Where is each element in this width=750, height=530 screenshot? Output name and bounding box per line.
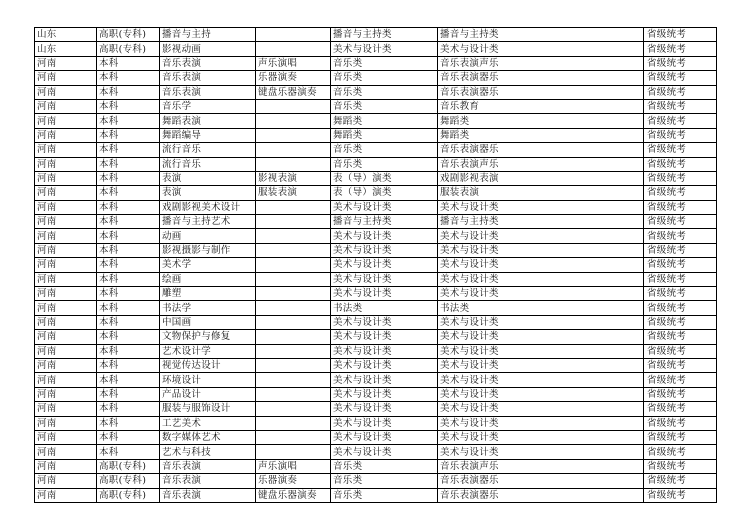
category-cell: 美术与设计类	[331, 402, 438, 416]
major-cell: 流行音乐	[160, 157, 256, 171]
level-cell: 本科	[97, 200, 160, 214]
level-cell: 高职(专科)	[97, 28, 160, 42]
major-cell: 艺术设计学	[160, 344, 256, 358]
category-cell: 音乐类	[331, 474, 438, 488]
exam-subject-cell: 音乐表演声乐	[438, 56, 644, 70]
province-cell: 河南	[35, 200, 97, 214]
category-cell: 美术与设计类	[331, 373, 438, 387]
exam-subject-cell: 美术与设计类	[438, 272, 644, 286]
exam-subject-cell: 音乐表演器乐	[438, 474, 644, 488]
major-cell: 流行音乐	[160, 143, 256, 157]
table-row	[35, 416, 717, 430]
major-cell: 产品设计	[160, 387, 256, 401]
table-row	[35, 243, 717, 257]
table-row	[35, 430, 717, 444]
province-cell: 河南	[35, 215, 97, 229]
direction-cell	[256, 387, 331, 401]
level-cell: 本科	[97, 157, 160, 171]
level-cell: 本科	[97, 99, 160, 113]
direction-cell: 键盘乐器演奏	[256, 85, 331, 99]
category-cell: 美术与设计类	[331, 387, 438, 401]
major-cell: 影视摄影与制作	[160, 243, 256, 257]
direction-cell: 服装表演	[256, 186, 331, 200]
category-cell: 美术与设计类	[331, 315, 438, 329]
province-cell: 河南	[35, 85, 97, 99]
exam-type-cell: 省级统考	[644, 143, 717, 157]
category-cell: 美术与设计类	[331, 229, 438, 243]
category-cell: 美术与设计类	[331, 358, 438, 372]
table-row	[35, 71, 717, 85]
exam-type-cell: 省级统考	[644, 430, 717, 444]
exam-type-cell: 省级统考	[644, 344, 717, 358]
exam-type-cell: 省级统考	[644, 56, 717, 70]
exam-subject-cell: 美术与设计类	[438, 344, 644, 358]
province-cell: 河南	[35, 56, 97, 70]
exam-type-cell: 省级统考	[644, 243, 717, 257]
table-row	[35, 373, 717, 387]
direction-cell	[256, 430, 331, 444]
direction-cell	[256, 99, 331, 113]
category-cell: 音乐类	[331, 71, 438, 85]
table-row	[35, 85, 717, 99]
direction-cell	[256, 157, 331, 171]
direction-cell	[256, 215, 331, 229]
level-cell: 本科	[97, 143, 160, 157]
level-cell: 本科	[97, 71, 160, 85]
exam-type-cell: 省级统考	[644, 171, 717, 185]
major-cell: 音乐学	[160, 99, 256, 113]
category-cell: 书法类	[331, 301, 438, 315]
category-cell: 美术与设计类	[331, 445, 438, 459]
level-cell: 本科	[97, 229, 160, 243]
province-cell: 河南	[35, 315, 97, 329]
province-cell: 河南	[35, 258, 97, 272]
exam-type-cell: 省级统考	[644, 258, 717, 272]
province-cell: 河南	[35, 287, 97, 301]
table-row	[35, 28, 717, 42]
major-cell: 中国画	[160, 315, 256, 329]
major-cell: 环境设计	[160, 373, 256, 387]
province-cell: 河南	[35, 344, 97, 358]
province-cell: 河南	[35, 186, 97, 200]
category-cell: 音乐类	[331, 85, 438, 99]
category-cell: 美术与设计类	[331, 330, 438, 344]
direction-cell	[256, 143, 331, 157]
level-cell: 本科	[97, 128, 160, 142]
direction-cell	[256, 344, 331, 358]
direction-cell: 乐器演奏	[256, 474, 331, 488]
level-cell: 本科	[97, 171, 160, 185]
exam-type-cell: 省级统考	[644, 402, 717, 416]
direction-cell: 影视表演	[256, 171, 331, 185]
exam-subject-cell: 美术与设计类	[438, 287, 644, 301]
level-cell: 本科	[97, 85, 160, 99]
table-row	[35, 301, 717, 315]
exam-type-cell: 省级统考	[644, 301, 717, 315]
exam-subject-cell: 音乐表演器乐	[438, 71, 644, 85]
exam-type-cell: 省级统考	[644, 200, 717, 214]
exam-subject-cell: 音乐教育	[438, 99, 644, 113]
exam-type-cell: 省级统考	[644, 42, 717, 56]
province-cell: 河南	[35, 430, 97, 444]
exam-type-cell: 省级统考	[644, 114, 717, 128]
major-cell: 戏剧影视美术设计	[160, 200, 256, 214]
exam-subject-cell: 音乐表演器乐	[438, 143, 644, 157]
major-cell: 表演	[160, 186, 256, 200]
category-cell: 表（导）演类	[331, 171, 438, 185]
direction-cell	[256, 301, 331, 315]
direction-cell	[256, 114, 331, 128]
major-cell: 动画	[160, 229, 256, 243]
level-cell: 高职(专科)	[97, 474, 160, 488]
major-cell: 文物保护与修复	[160, 330, 256, 344]
exam-type-cell: 省级统考	[644, 315, 717, 329]
exam-subject-cell: 音乐表演声乐	[438, 459, 644, 473]
level-cell: 本科	[97, 301, 160, 315]
table-row	[35, 157, 717, 171]
table-row	[35, 215, 717, 229]
direction-cell	[256, 200, 331, 214]
exam-type-cell: 省级统考	[644, 157, 717, 171]
category-cell: 音乐类	[331, 143, 438, 157]
province-cell: 河南	[35, 416, 97, 430]
major-cell: 音乐表演	[160, 71, 256, 85]
exam-subject-cell: 播音与主持类	[438, 28, 644, 42]
category-cell: 音乐类	[331, 56, 438, 70]
province-cell: 河南	[35, 301, 97, 315]
level-cell: 高职(专科)	[97, 42, 160, 56]
exam-subject-cell: 服装表演	[438, 186, 644, 200]
level-cell: 本科	[97, 272, 160, 286]
exam-type-cell: 省级统考	[644, 488, 717, 502]
province-cell: 河南	[35, 387, 97, 401]
category-cell: 播音与主持类	[331, 215, 438, 229]
major-cell: 工艺美术	[160, 416, 256, 430]
exam-type-cell: 省级统考	[644, 474, 717, 488]
table-row	[35, 42, 717, 56]
table-row	[35, 402, 717, 416]
direction-cell: 键盘乐器演奏	[256, 488, 331, 502]
level-cell: 本科	[97, 344, 160, 358]
level-cell: 本科	[97, 114, 160, 128]
direction-cell	[256, 128, 331, 142]
province-cell: 山东	[35, 28, 97, 42]
table-row	[35, 56, 717, 70]
province-cell: 河南	[35, 229, 97, 243]
exam-type-cell: 省级统考	[644, 287, 717, 301]
table-row	[35, 358, 717, 372]
exam-type-cell: 省级统考	[644, 445, 717, 459]
major-cell: 音乐表演	[160, 56, 256, 70]
province-cell: 河南	[35, 114, 97, 128]
category-cell: 美术与设计类	[331, 258, 438, 272]
exam-type-cell: 省级统考	[644, 128, 717, 142]
exam-subject-cell: 播音与主持类	[438, 215, 644, 229]
major-cell: 舞蹈表演	[160, 114, 256, 128]
level-cell: 本科	[97, 402, 160, 416]
level-cell: 本科	[97, 315, 160, 329]
table-row	[35, 287, 717, 301]
province-cell: 河南	[35, 459, 97, 473]
level-cell: 本科	[97, 56, 160, 70]
category-cell: 美术与设计类	[331, 430, 438, 444]
exam-type-cell: 省级统考	[644, 272, 717, 286]
major-cell: 音乐表演	[160, 488, 256, 502]
exam-subject-cell: 美术与设计类	[438, 373, 644, 387]
exam-subject-cell: 美术与设计类	[438, 258, 644, 272]
category-cell: 美术与设计类	[331, 272, 438, 286]
exam-subject-cell: 美术与设计类	[438, 387, 644, 401]
admissions-table	[34, 27, 717, 503]
level-cell: 高职(专科)	[97, 459, 160, 473]
major-cell: 表演	[160, 171, 256, 185]
major-cell: 书法学	[160, 301, 256, 315]
table-row	[35, 171, 717, 185]
exam-type-cell: 省级统考	[644, 229, 717, 243]
category-cell: 美术与设计类	[331, 416, 438, 430]
level-cell: 本科	[97, 387, 160, 401]
table-row	[35, 459, 717, 473]
table-row	[35, 474, 717, 488]
exam-type-cell: 省级统考	[644, 85, 717, 99]
exam-type-cell: 省级统考	[644, 387, 717, 401]
category-cell: 表（导）演类	[331, 186, 438, 200]
major-cell: 绘画	[160, 272, 256, 286]
table-row	[35, 99, 717, 113]
level-cell: 本科	[97, 287, 160, 301]
table-row	[35, 315, 717, 329]
category-cell: 美术与设计类	[331, 243, 438, 257]
category-cell: 音乐类	[331, 459, 438, 473]
table-row	[35, 488, 717, 502]
exam-subject-cell: 美术与设计类	[438, 416, 644, 430]
exam-subject-cell: 美术与设计类	[438, 430, 644, 444]
category-cell: 播音与主持类	[331, 28, 438, 42]
exam-type-cell: 省级统考	[644, 459, 717, 473]
category-cell: 音乐类	[331, 488, 438, 502]
category-cell: 美术与设计类	[331, 200, 438, 214]
major-cell: 舞蹈编导	[160, 128, 256, 142]
province-cell: 河南	[35, 445, 97, 459]
direction-cell: 声乐演唱	[256, 56, 331, 70]
major-cell: 雕塑	[160, 287, 256, 301]
level-cell: 本科	[97, 186, 160, 200]
major-cell: 音乐表演	[160, 85, 256, 99]
direction-cell	[256, 330, 331, 344]
province-cell: 河南	[35, 99, 97, 113]
exam-type-cell: 省级统考	[644, 330, 717, 344]
table-row	[35, 344, 717, 358]
province-cell: 河南	[35, 143, 97, 157]
exam-subject-cell: 美术与设计类	[438, 445, 644, 459]
direction-cell: 乐器演奏	[256, 71, 331, 85]
direction-cell: 声乐演唱	[256, 459, 331, 473]
exam-subject-cell: 书法类	[438, 301, 644, 315]
category-cell: 舞蹈类	[331, 128, 438, 142]
direction-cell	[256, 287, 331, 301]
direction-cell	[256, 445, 331, 459]
major-cell: 播音与主持	[160, 28, 256, 42]
exam-type-cell: 省级统考	[644, 373, 717, 387]
direction-cell	[256, 416, 331, 430]
table-row	[35, 229, 717, 243]
direction-cell	[256, 229, 331, 243]
level-cell: 本科	[97, 373, 160, 387]
direction-cell	[256, 272, 331, 286]
level-cell: 本科	[97, 430, 160, 444]
province-cell: 河南	[35, 358, 97, 372]
exam-subject-cell: 美术与设计类	[438, 243, 644, 257]
exam-type-cell: 省级统考	[644, 186, 717, 200]
direction-cell	[256, 402, 331, 416]
major-cell: 美术学	[160, 258, 256, 272]
exam-subject-cell: 戏剧影视表演	[438, 171, 644, 185]
exam-subject-cell: 美术与设计类	[438, 229, 644, 243]
document-page	[34, 27, 717, 503]
major-cell: 播音与主持艺术	[160, 215, 256, 229]
level-cell: 本科	[97, 445, 160, 459]
major-cell: 视觉传达设计	[160, 358, 256, 372]
category-cell: 美术与设计类	[331, 42, 438, 56]
exam-subject-cell: 美术与设计类	[438, 330, 644, 344]
province-cell: 河南	[35, 474, 97, 488]
province-cell: 河南	[35, 373, 97, 387]
direction-cell	[256, 42, 331, 56]
exam-subject-cell: 音乐表演器乐	[438, 488, 644, 502]
major-cell: 数字媒体艺术	[160, 430, 256, 444]
province-cell: 河南	[35, 330, 97, 344]
direction-cell	[256, 243, 331, 257]
category-cell: 舞蹈类	[331, 114, 438, 128]
exam-subject-cell: 美术与设计类	[438, 402, 644, 416]
table-row	[35, 387, 717, 401]
exam-subject-cell: 舞蹈类	[438, 114, 644, 128]
province-cell: 河南	[35, 128, 97, 142]
province-cell: 河南	[35, 71, 97, 85]
major-cell: 影视动画	[160, 42, 256, 56]
exam-subject-cell: 音乐表演器乐	[438, 85, 644, 99]
level-cell: 本科	[97, 330, 160, 344]
direction-cell	[256, 258, 331, 272]
exam-type-cell: 省级统考	[644, 416, 717, 430]
exam-subject-cell: 美术与设计类	[438, 315, 644, 329]
direction-cell	[256, 315, 331, 329]
level-cell: 本科	[97, 243, 160, 257]
major-cell: 艺术与科技	[160, 445, 256, 459]
exam-subject-cell: 美术与设计类	[438, 200, 644, 214]
exam-subject-cell: 舞蹈类	[438, 128, 644, 142]
exam-type-cell: 省级统考	[644, 215, 717, 229]
category-cell: 美术与设计类	[331, 287, 438, 301]
major-cell: 音乐表演	[160, 459, 256, 473]
category-cell: 音乐类	[331, 157, 438, 171]
table-body	[35, 28, 717, 503]
table-row	[35, 128, 717, 142]
major-cell: 服装与服饰设计	[160, 402, 256, 416]
category-cell: 音乐类	[331, 99, 438, 113]
table-row	[35, 272, 717, 286]
table-row	[35, 114, 717, 128]
level-cell: 本科	[97, 358, 160, 372]
level-cell: 本科	[97, 416, 160, 430]
level-cell: 本科	[97, 258, 160, 272]
exam-subject-cell: 美术与设计类	[438, 42, 644, 56]
direction-cell	[256, 358, 331, 372]
province-cell: 河南	[35, 157, 97, 171]
province-cell: 河南	[35, 243, 97, 257]
province-cell: 河南	[35, 272, 97, 286]
table-row	[35, 258, 717, 272]
province-cell: 河南	[35, 488, 97, 502]
exam-subject-cell: 美术与设计类	[438, 358, 644, 372]
level-cell: 高职(专科)	[97, 488, 160, 502]
direction-cell	[256, 28, 331, 42]
table-row	[35, 186, 717, 200]
exam-type-cell: 省级统考	[644, 99, 717, 113]
exam-subject-cell: 音乐表演声乐	[438, 157, 644, 171]
exam-type-cell: 省级统考	[644, 358, 717, 372]
level-cell: 本科	[97, 215, 160, 229]
table-row	[35, 200, 717, 214]
province-cell: 河南	[35, 402, 97, 416]
major-cell: 音乐表演	[160, 474, 256, 488]
table-row	[35, 445, 717, 459]
province-cell: 山东	[35, 42, 97, 56]
province-cell: 河南	[35, 171, 97, 185]
table-row	[35, 330, 717, 344]
category-cell: 美术与设计类	[331, 344, 438, 358]
table-row	[35, 143, 717, 157]
exam-type-cell: 省级统考	[644, 28, 717, 42]
exam-type-cell: 省级统考	[644, 71, 717, 85]
direction-cell	[256, 373, 331, 387]
